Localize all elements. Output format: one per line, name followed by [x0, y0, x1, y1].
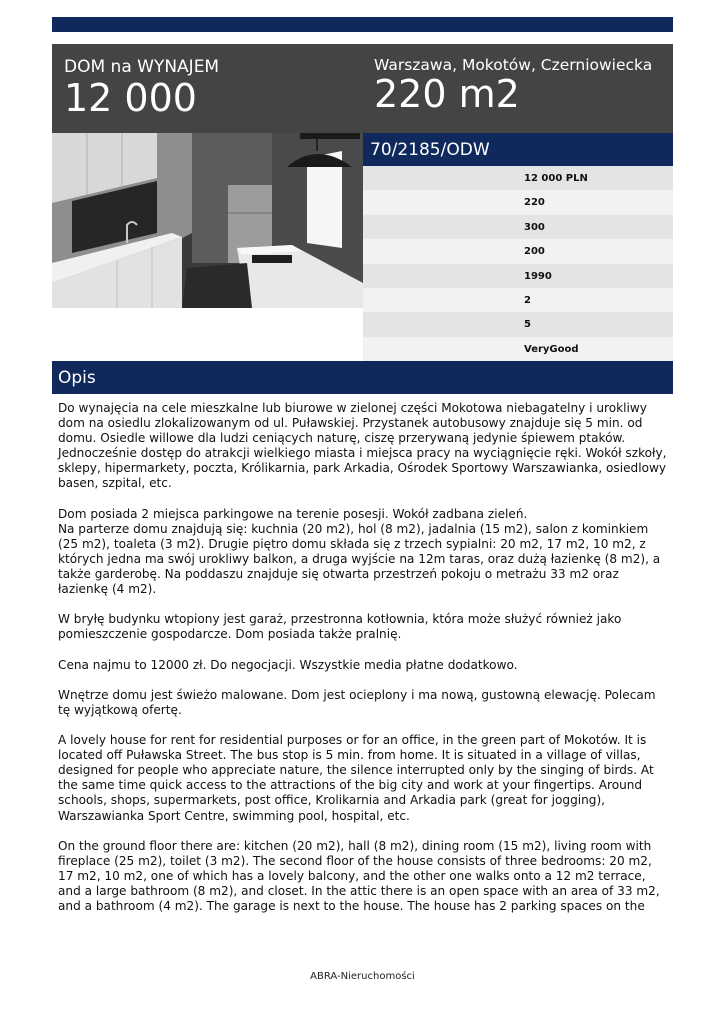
property-row	[363, 312, 673, 336]
property-value: 2	[524, 294, 531, 306]
property-value: 5	[524, 319, 531, 331]
property-row-area	[363, 190, 673, 214]
property-row-year	[363, 264, 673, 288]
reference-number: 70/2185/ODW	[370, 140, 490, 160]
description-paragraph: Do wynajęcia na cele mieszkalne lub biurowe w zielonej części Mokotowa niebagatelny i urokliwy dom na osiedlu zlokalizowanym od ul. Puławskiej. Przystanek autobusowy znajduje się 5 min. od domu. Osiedle willowe dla ludzi ceniących naturę, ciszę przerywaną jedynie śpiewem ptaków. Jednocześnie dostęp do atrakcji wielkiego miasta i miejsca pracy na wyciągnięcie ręki. Wokół szkoły, sklepy, hipermarkety, poczta, Królikarnia, park Arkadia, Ośrodek Sportowy Warszawianka, osiedlowy basen, szpital, etc.	[58, 401, 667, 491]
footer-agency-name: ABRA-Nieruchomości	[310, 971, 415, 982]
description-paragraph: W bryłę budynku wtopiony jest garaż, przestronna kotłownia, która może służyć również jako pomieszczenie gospodarcze. Dom posiada także pralnię.	[58, 612, 622, 642]
area-value: 220 m2	[374, 72, 520, 116]
property-value: 300	[524, 221, 545, 233]
offer-type: DOM na WYNAJEM	[64, 57, 220, 77]
description-paragraph: Cena najmu to 12000 zł. Do negocjacji. Wszystkie media płatne dodatkowo.	[58, 657, 518, 672]
property-row	[363, 239, 673, 263]
property-row-price	[363, 166, 673, 190]
description-section-header	[52, 361, 673, 394]
property-value: 220	[524, 197, 545, 209]
description-paragraph: Wnętrze domu jest świeżo malowane. Dom jest ocieplony i ma nową, gustowną elewację. Polecam tę wyjątkową ofertę.	[58, 687, 656, 717]
property-row-condition	[363, 337, 673, 361]
property-value: 12 000 PLN	[524, 173, 588, 184]
property-row	[363, 215, 673, 239]
property-row	[363, 288, 673, 312]
property-value: 1990	[524, 270, 552, 282]
kitchen-photo-illustration	[52, 133, 363, 308]
property-table	[363, 166, 673, 361]
description-paragraph: A lovely house for rent for residential purposes or for an office, in the green part of Mokotów. It is located off Puławska Street. The bus stop is 5 min. from home. It is situated in a village of villas, designed for people who appreciate nature, the silence interrupted only by the singing of birds. At the same time quick access to the attractions of the big city and work at your fingertips. Around schools, shops, supermarkets, post office, Krolikarnia and Arkadia park (great for jogging), Warszawianka Sport Centre, swimming pool, hospital, etc.	[58, 733, 654, 823]
top-accent-bar	[52, 17, 673, 32]
kitchen-photo	[52, 133, 363, 308]
description-paragraph: On the ground floor there are: kitchen (20 m2), hall (8 m2), dining room (15 m2), living room with fireplace (25 m2), toilet (3 m2). The second floor of the house consists of three bedrooms: 20 m2, 17 m2, 10 m2, one of which has a lovely balcony, and the other one walks onto a 12 m2 terrace, and a large bathroom (8 m2), and closet. In the attic there is an open space with an area of 33 m2, and a bathroom (4 m2). The garage is next to the house. The house has 2 parking spaces on the	[58, 838, 660, 914]
section-title: Opis	[58, 368, 96, 388]
price-value: 12 000	[64, 76, 197, 120]
description-body	[58, 401, 670, 929]
description-paragraph: Dom posiada 2 miejsca parkingowe na terenie posesji. Wokół zadbana zieleń. Na parterze domu znajdują się: kuchnia (20 m2), hol (8 m2), jadalnia (15 m2), salon z kominkiem (25 m2), toaleta (3 m2). Drugie piętro domu składa się z trzech sypialni: 20 m2, 17 m2, 10 m2, z których jedna ma swój urokliwy balkon, a druga wyjście na 12m taras, oraz dużą łazienkę (8 m2), a także garderobę. Na poddaszu znajduje się otwarta przestrzeń pokoju o metrażu 33 m2 oraz łazienkę (4 m2).	[58, 506, 661, 597]
location: Warszawa, Mokotów, Czerniowiecka	[374, 56, 653, 74]
listing-header	[52, 44, 673, 133]
reference-number-bar	[363, 133, 673, 166]
property-value: VeryGood	[524, 343, 579, 355]
property-value: 200	[524, 246, 545, 258]
